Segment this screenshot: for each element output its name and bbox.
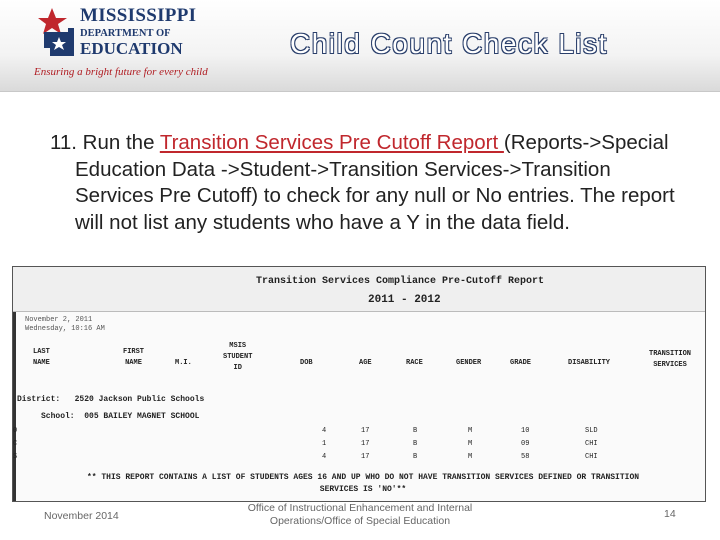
- report-time: Wednesday, 10:16 AM: [25, 325, 105, 333]
- col-last-name: LAST NAME: [33, 348, 50, 367]
- col-first-name: FIRST NAME: [123, 348, 145, 367]
- col-dob: DOB: [300, 359, 313, 367]
- logo-line-1: MISSISSIPPI: [80, 5, 197, 26]
- report-title: Transition Services Compliance Pre-Cutoff Report: [256, 276, 545, 287]
- logo-wordmark: [80, 6, 196, 58]
- footer-office: Office of Instructional Enhancement and Internal Operations/Office of Special Education: [247, 502, 473, 527]
- slide-header: [0, 0, 720, 92]
- mde-logo: [34, 6, 214, 84]
- logo-line-2: DEPARTMENT OF: [80, 28, 171, 39]
- col-transition-services: TRANSITION SERVICES: [649, 350, 692, 369]
- step-paragraph: [50, 130, 690, 236]
- col-race: RACE: [406, 359, 423, 367]
- logo-tagline: Ensuring a bright future for every child: [34, 66, 208, 78]
- step-prefix: Run the: [76, 131, 160, 154]
- step-number: 11.: [50, 131, 77, 154]
- logo-line-3: EDUCATION: [80, 39, 183, 58]
- footer-date: November 2014: [44, 510, 119, 522]
- report-date: November 2, 2011: [25, 316, 93, 324]
- col-age: AGE: [359, 359, 372, 367]
- col-gender: GENDER: [456, 359, 482, 367]
- header-divider: [0, 91, 720, 92]
- col-msis-id: MSIS STUDENT ID: [223, 342, 253, 372]
- page-number: 14: [664, 508, 676, 520]
- report-year: 2011 - 2012: [368, 294, 441, 306]
- col-disability: DISABILITY: [568, 359, 611, 367]
- report-screenshot: Transition Services Compliance Pre-Cutoff Report 2011 - 2012 November 2, 2011 Wednesday, 10:16 AM LAST NAME FIRST NAME M.I. MSIS STUDENT ID DOB AGE RACE GENDER GRADE DISABILITY TRANSITION SERVICES District: 2520 Jackson Public Schools School: 005 BAILEY MAGNET SCHOOL 0 4 17 B M 10 SLD C 1 17 B M 09 CHI S 4 17 B M 58 CHI ** THIS REPORT CONTAINS A LIST OF STUDENTS AGES 16 AND UP WHO DO NOT HAVE TRANSITION SERVICES DEFINED OR TRANSITION SERVICES IS 'NO'**: [12, 266, 706, 502]
- report-link[interactable]: Transition Services Pre Cutoff Report: [159, 131, 504, 154]
- star-in-state-icon: [38, 6, 78, 62]
- report-footer-note: ** THIS REPORT CONTAINS A LIST OF STUDENTS AGES 16 AND UP WHO DO NOT HAVE TRANSITION SERVICES DEFINED OR TRANSITION SERVICES IS 'NO'**: [86, 473, 640, 494]
- step-instruction: [50, 130, 690, 236]
- district-line: District: 2520 Jackson Public Schools: [17, 395, 205, 404]
- col-mi: M.I.: [175, 359, 192, 367]
- school-line: School: 005 BAILEY MAGNET SCHOOL: [41, 412, 200, 421]
- slide-title: Child Count Check List: [290, 28, 608, 59]
- menu-path-text: (Reports->Special Education Data ->Student->Transition Services->Transition Services Pre Cutoff) to check for any null or No entries. The report will not list any students who have a Y in the data field.: [75, 131, 675, 234]
- report-banner: [13, 267, 705, 312]
- col-grade: GRADE: [510, 359, 532, 367]
